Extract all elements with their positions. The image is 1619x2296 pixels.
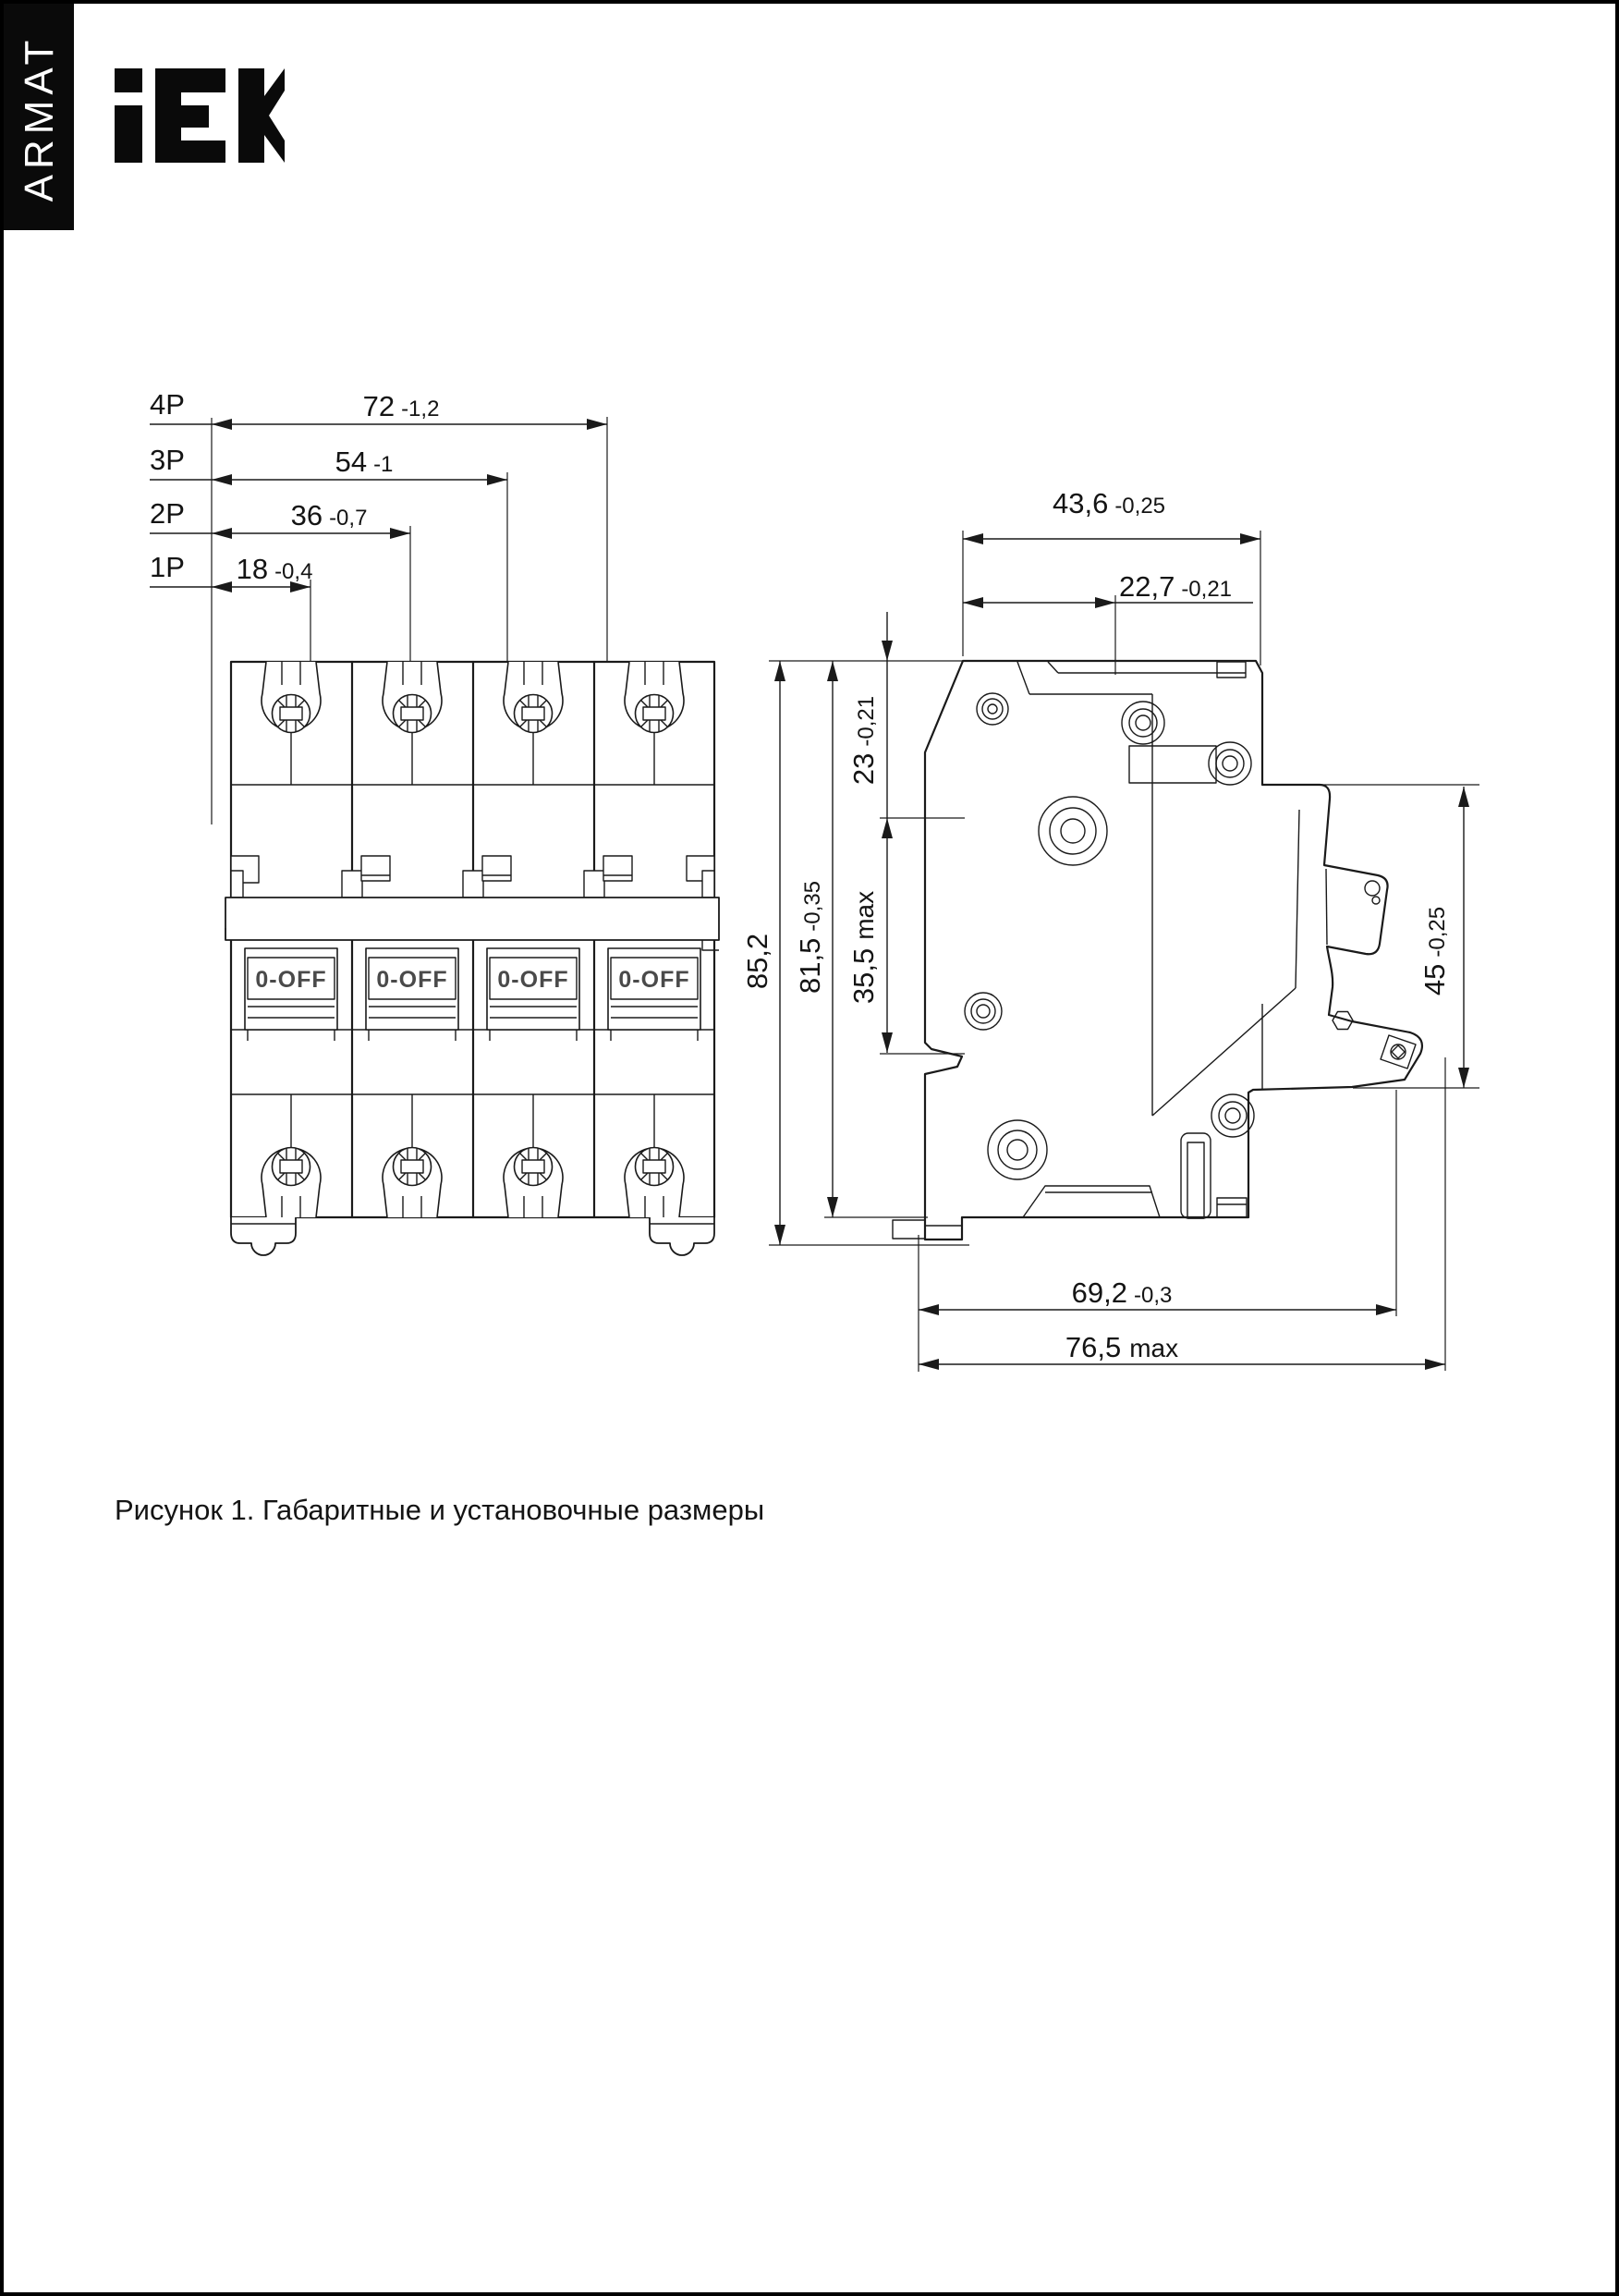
technical-drawing	[4, 4, 1615, 2292]
dim-18: 18 -0,4	[236, 553, 313, 585]
toggle-label: 0-OFF	[255, 967, 327, 993]
din-latch-tab	[893, 1220, 925, 1239]
iek-logo	[115, 68, 285, 163]
dim-36: 36 -0,7	[290, 499, 368, 531]
side-view	[741, 487, 1479, 1372]
pole-clip	[231, 871, 243, 898]
pole-count-label: 3P	[150, 444, 185, 476]
dim-row-3p	[150, 444, 507, 485]
front-view	[150, 388, 719, 1255]
dim-35-5: 35,5max	[847, 890, 880, 1005]
dim-76-5: 76,5 max	[1065, 1331, 1179, 1363]
dim-row-4p	[150, 388, 607, 430]
figure-caption: Рисунок 1. Габаритные и установочные размеры	[115, 1494, 765, 1526]
dim-22-7: 22,7 -0,21	[1118, 570, 1233, 603]
dim-54: 54 -1	[335, 446, 394, 478]
dim-23: 23-0,21	[847, 695, 880, 786]
pole-count-label: 2P	[150, 497, 185, 530]
dim-81-5: 81,5-0,35	[794, 880, 826, 995]
pole-count-label: 4P	[150, 388, 185, 421]
dim-row-1p	[150, 551, 312, 592]
toggle-label: 0-OFF	[376, 967, 448, 993]
brand-sidebar	[4, 4, 74, 230]
dim-85-2: 85,2	[741, 933, 773, 990]
dim-row-2p	[150, 497, 410, 539]
toggle-lever	[1326, 869, 1327, 945]
side-outline	[925, 661, 1422, 1240]
dim-72: 72 -1,2	[362, 390, 440, 422]
dim-45: 45-0,25	[1418, 906, 1451, 996]
toggle-label: 0-OFF	[618, 967, 690, 993]
toggle-label: 0-OFF	[497, 967, 569, 993]
dim-69-2: 69,2 -0,3	[1071, 1276, 1173, 1309]
pole-clip	[702, 871, 714, 898]
dim-43-6: 43,6 -0,25	[1052, 487, 1166, 519]
breaker-front-body	[225, 662, 719, 1255]
pole-count-label: 1P	[150, 551, 185, 583]
brand-armat-label: ARMAT	[17, 34, 62, 202]
